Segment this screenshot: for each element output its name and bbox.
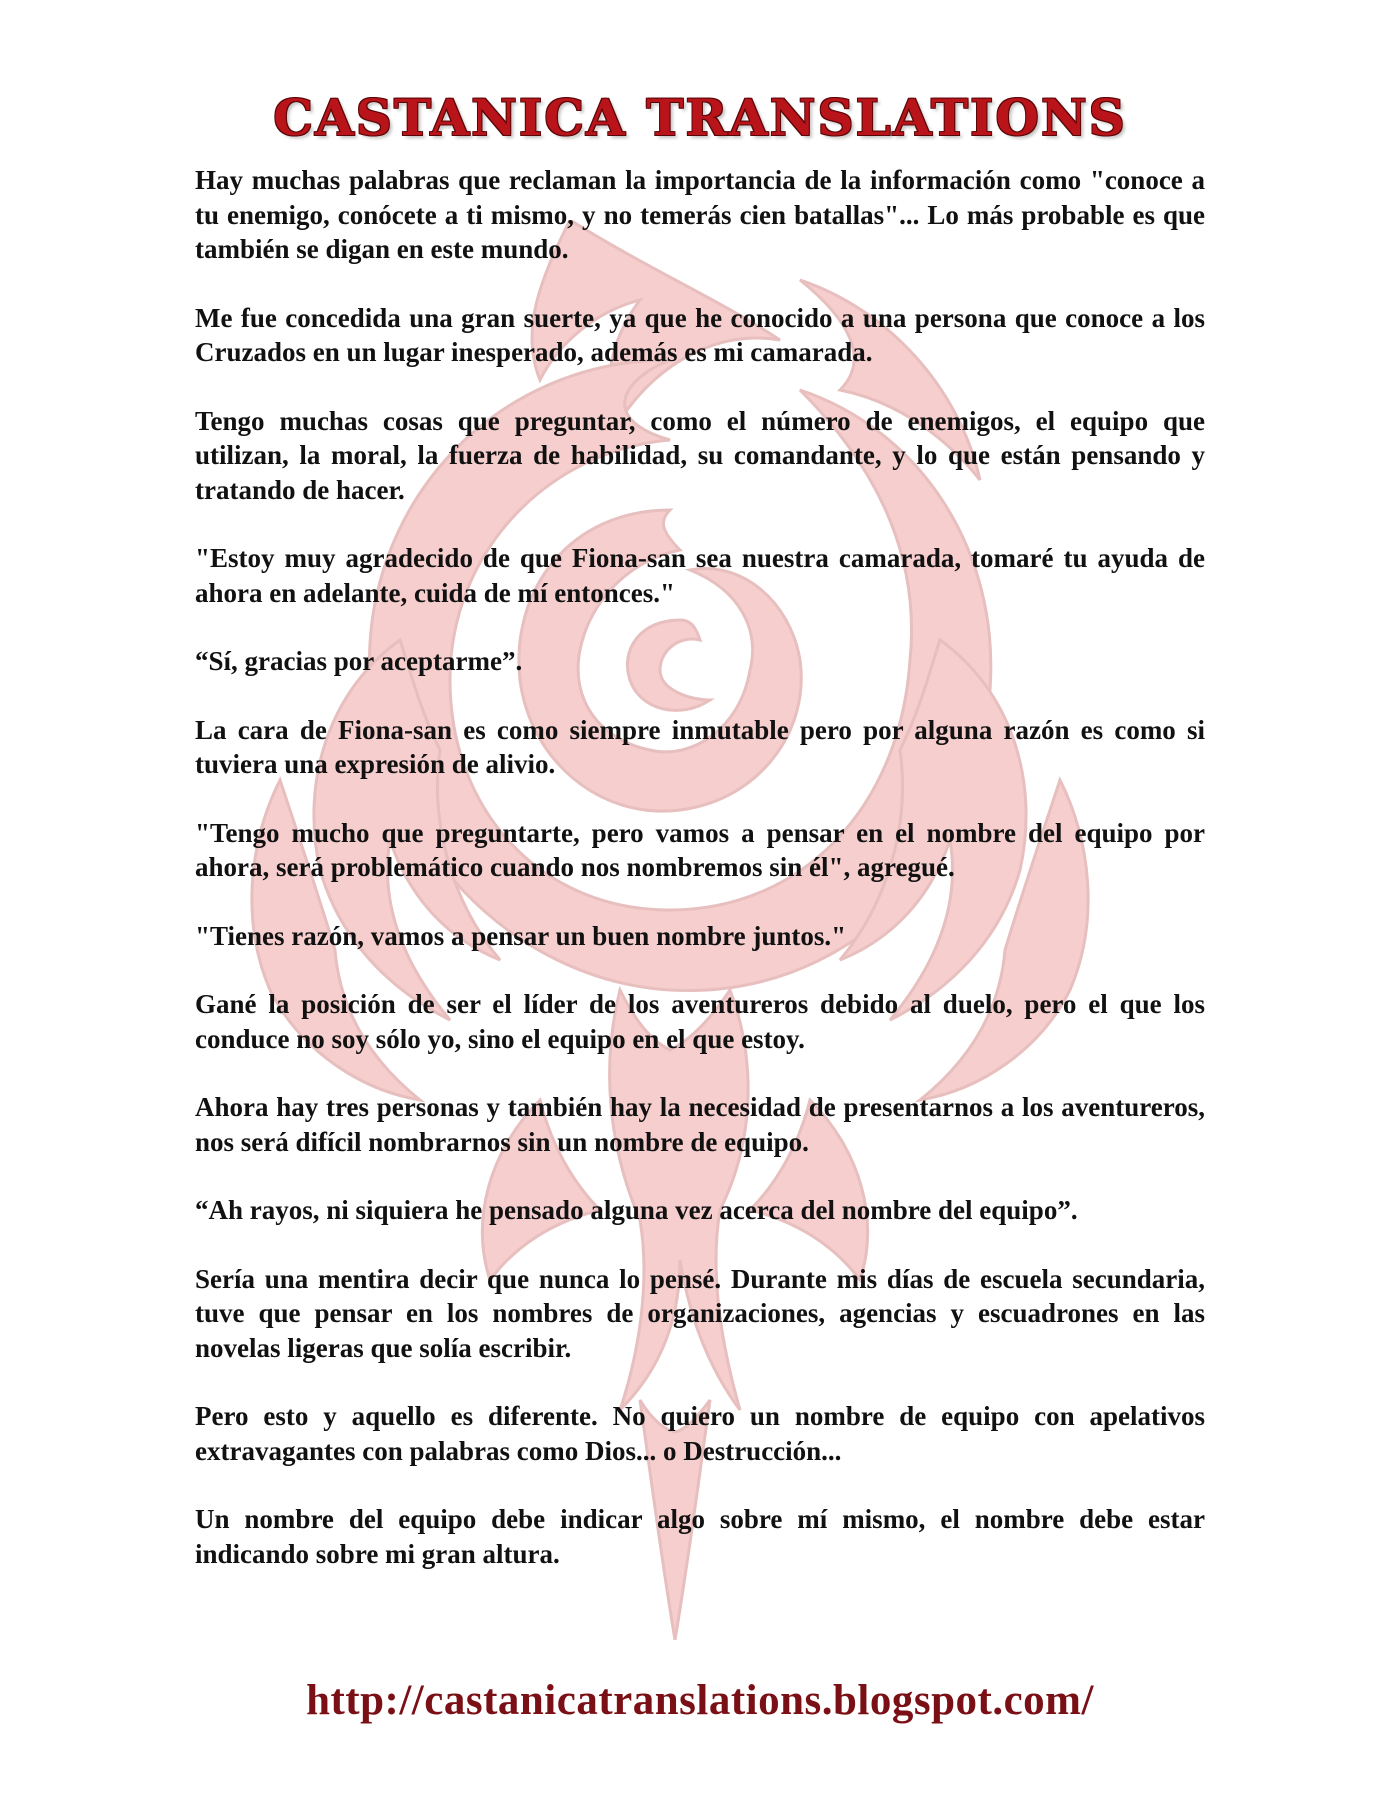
footer-url-link[interactable]: http://castanicatranslations.blogspot.com/ — [306, 1677, 1094, 1724]
paragraph: Tengo muchas cosas que preguntar, como el número de enemigos, el equipo que utilizan, la moral, la fuerza de habilidad, su comandante, y lo que están pensando y tratando de hacer. — [195, 405, 1205, 505]
paragraph: La cara de Fiona-san es como siempre inmutable pero por alguna razón es como si tuviera una expresión de alivio. — [195, 714, 1205, 779]
paragraph: "Tienes razón, vamos a pensar un buen nombre juntos." — [195, 920, 847, 951]
body-text — [195, 163, 1205, 1605]
paragraph: Hay muchas palabras que reclaman la importancia de la información como "conoce a tu enemigo, conócete a ti mismo, y no temerás cien batallas"... Lo más probable es que también se digan en este mundo. — [195, 165, 1205, 264]
paragraph: “Sí, gracias por aceptarme”. — [195, 646, 523, 676]
header-title: CASTANICA TRANSLATIONS — [273, 88, 1127, 147]
paragraph: Gané la posición de ser el líder de los aventureros debido al duelo, pero el que los conduce no soy sólo yo, sino el equipo en el que estoy. — [195, 989, 1205, 1054]
paragraph: Un nombre del equipo debe indicar algo sobre mí mismo, el nombre debe estar indicando sobre mi gran altura. — [195, 1504, 1205, 1569]
paragraph: Pero esto y aquello es diferente. No quiero un nombre de equipo con apelativos extravagantes con palabras como Dios... o Destrucción... — [195, 1401, 1205, 1466]
paragraph: Sería una mentira decir que nunca lo pensé. Durante mis días de escuela secundaria, tuve que pensar en los nombres de organizaciones, agencias y escuadrones en las novelas ligeras que solía escribir. — [195, 1263, 1205, 1363]
paragraph: "Estoy muy agradecido de que Fiona-san sea nuestra camarada, tomaré tu ayuda de ahora en adelante, cuida de mí entonces." — [195, 543, 1205, 608]
paragraph: “Ah rayos, ni siquiera he pensado alguna vez acerca del nombre del equipo”. — [195, 1195, 1078, 1225]
paragraph: "Tengo mucho que preguntarte, pero vamos a pensar en el nombre del equipo por ahora, será problemático cuando nos nombremos sin él", agregué. — [195, 817, 1205, 882]
paragraph: Me fue concedida una gran suerte, ya que he conocido a una persona que conoce a los Cruzados en un lugar inesperado, además es mi camarada. — [195, 302, 1205, 367]
paragraph: Ahora hay tres personas y también hay la necesidad de presentarnos a los aventureros, nos será difícil nombrarnos sin un nombre de equipo. — [195, 1092, 1205, 1157]
